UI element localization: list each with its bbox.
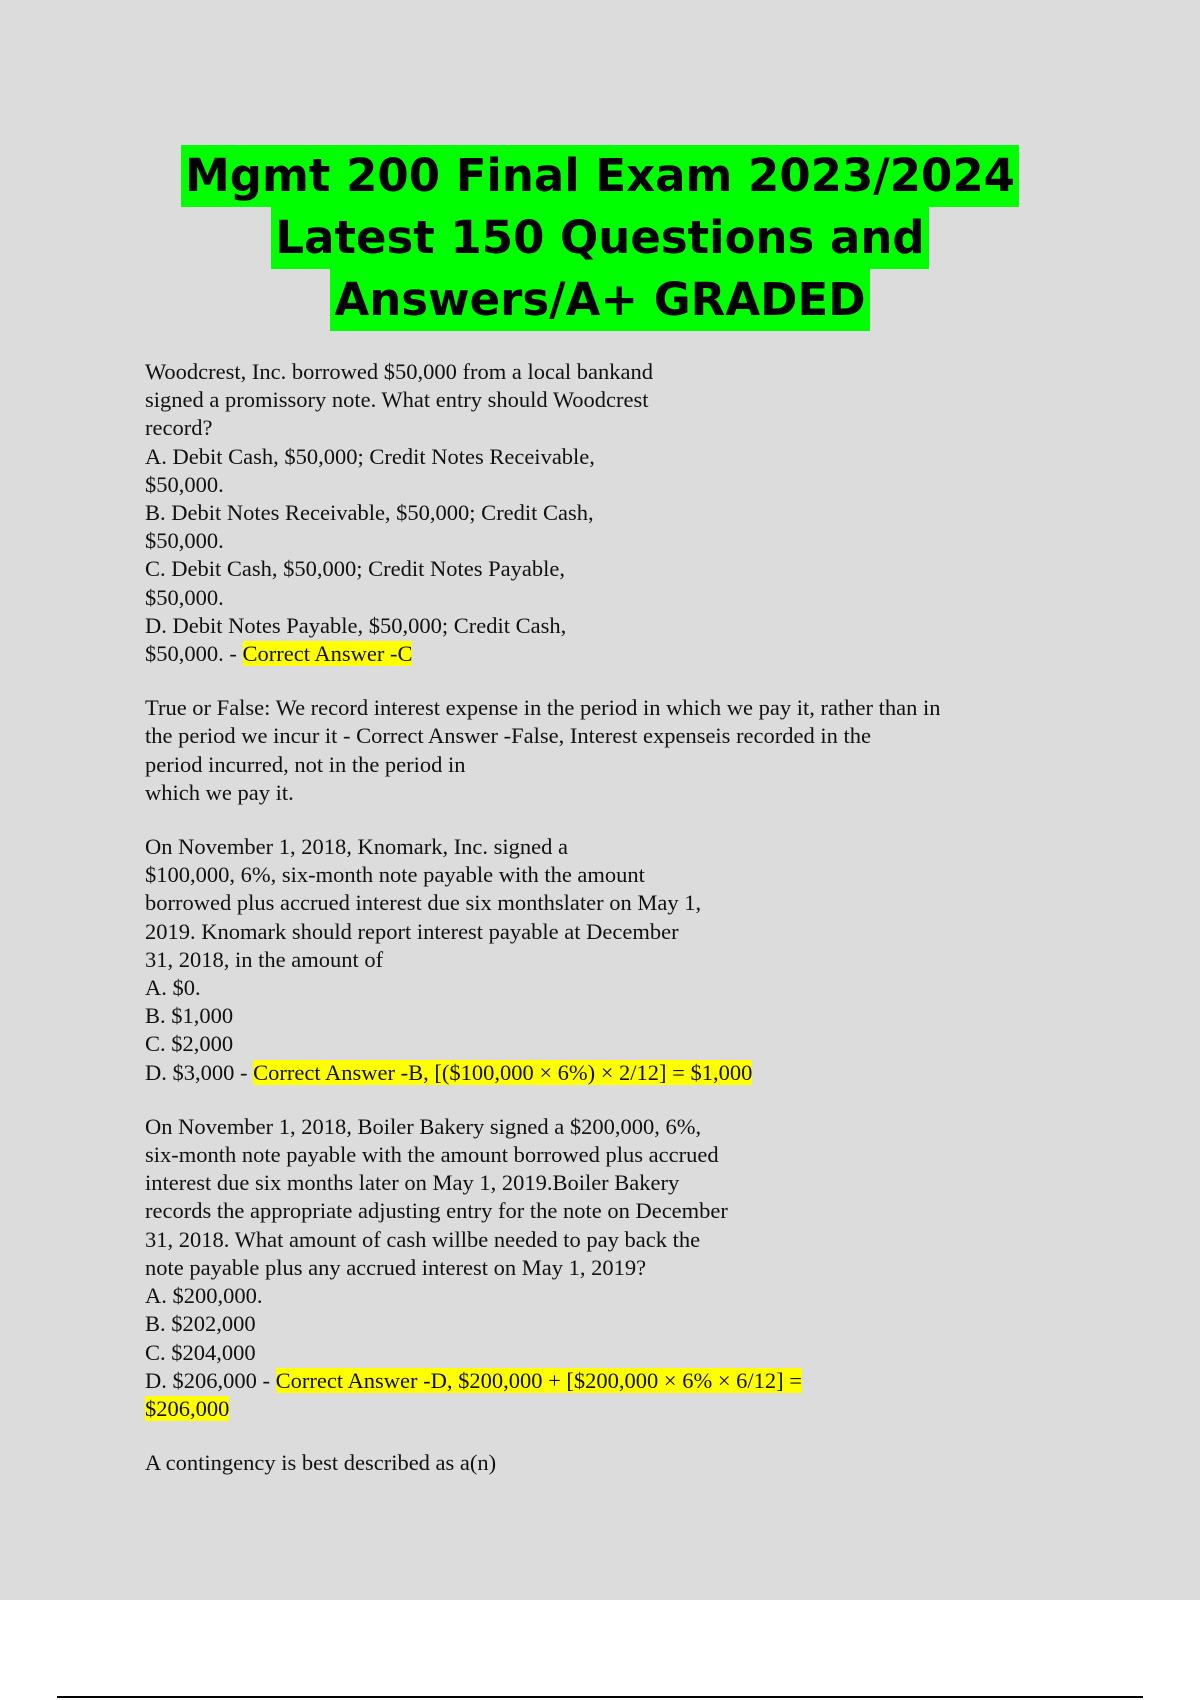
answer-option: B. $1,000 (145, 1003, 234, 1029)
question-block (145, 833, 1095, 1087)
question-line: 2019. Knomark should report interest payable at December (145, 918, 679, 944)
question-line: which we pay it. (145, 779, 294, 805)
answer-option: A. Debit Cash, $50,000; Credit Notes Receivable, (145, 443, 595, 469)
title-line-2: Latest 150 Questions and (271, 207, 928, 269)
question-block (145, 358, 1095, 668)
title-line-3: Answers/A+ GRADED (330, 269, 869, 331)
footer-rule (57, 1696, 1143, 1698)
title-line-1: Mgmt 200 Final Exam 2023/2024 (181, 145, 1019, 207)
question-block (145, 694, 1095, 807)
answer-option: A. $200,000. (145, 1283, 263, 1309)
question-line: Woodcrest, Inc. borrowed $50,000 from a local bankand (145, 359, 654, 384)
answer-option: C. $204,000 (145, 1339, 256, 1365)
answer-line (145, 1367, 1095, 1395)
question-line: records the appropriate adjusting entry for the note on December (145, 1198, 728, 1224)
answer-option: B. Debit Notes Receivable, $50,000; Credit Cash, (145, 500, 594, 526)
question-line: On November 1, 2018, Boiler Bakery signed a $200,000, 6%, (145, 1113, 702, 1139)
correct-answer-highlight: $206,000 (145, 1395, 230, 1421)
answer-line (145, 1059, 1095, 1087)
question-line: interest due six months later on May 1, 2019.Boiler Bakery (145, 1170, 680, 1196)
question-line: period incurred, not in the period in (145, 751, 466, 777)
question-line: A contingency is best described as a(n) (145, 1450, 497, 1476)
question-line: 31, 2018, in the amount of (145, 946, 384, 972)
document-body (145, 358, 1095, 1503)
question-line: 31, 2018. What amount of cash willbe needed to pay back the (145, 1226, 701, 1252)
answer-option: A. $0. (145, 975, 201, 1001)
answer-line-continued (145, 1395, 1095, 1423)
correct-answer-highlight: Correct Answer -D, $200,000 + [$200,000 × 6% × 6/12] = (275, 1367, 802, 1393)
answer-option: $50,000. (145, 584, 224, 610)
answer-option: D. Debit Notes Payable, $50,000; Credit Cash, (145, 612, 567, 638)
answer-option: $50,000. (145, 471, 224, 497)
question-line: $100,000, 6%, six-month note payable with the amount (145, 862, 645, 888)
question-line: True or False: We record interest expense in the period in which we pay it, rather than in (145, 695, 941, 721)
answer-line (145, 640, 1095, 668)
answer-option: C. $2,000 (145, 1031, 234, 1057)
question-block (145, 1449, 1095, 1477)
question-block (145, 1113, 1095, 1423)
question-line: borrowed plus accrued interest due six monthslater on May 1, (145, 890, 702, 916)
question-line: the period we incur it - Correct Answer -False, Interest expenseis recorded in the (145, 723, 871, 749)
document-title (0, 145, 1200, 331)
answer-prefix: D. $3,000 - (145, 1059, 254, 1085)
answer-prefix: D. $206,000 - (145, 1367, 276, 1393)
answer-prefix: $50,000. - (145, 641, 243, 667)
correct-answer-highlight: Correct Answer -C (242, 641, 413, 667)
answer-option: $50,000. (145, 528, 224, 554)
answer-option: B. $202,000 (145, 1311, 256, 1337)
correct-answer-highlight: Correct Answer -B, [($100,000 × 6%) × 2/12] = $1,000 (253, 1059, 753, 1085)
question-line: signed a promissory note. What entry should Woodcrest (145, 387, 649, 413)
question-line: six-month note payable with the amount borrowed plus accrued (145, 1142, 719, 1168)
answer-option: C. Debit Cash, $50,000; Credit Notes Payable, (145, 556, 565, 582)
question-line: record? (145, 415, 213, 441)
question-line: On November 1, 2018, Knomark, Inc. signed a (145, 834, 569, 860)
question-line: note payable plus any accrued interest on May 1, 2019? (145, 1254, 647, 1280)
